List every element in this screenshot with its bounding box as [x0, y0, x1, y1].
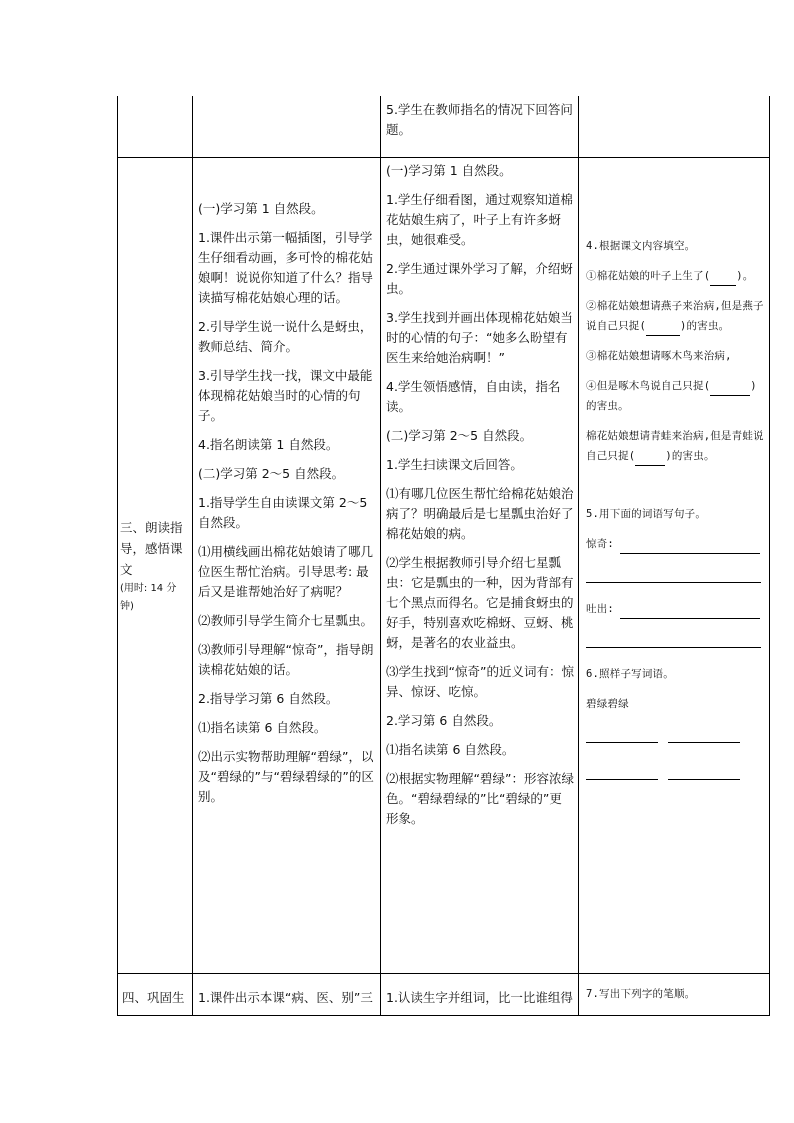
answer-line[interactable] [586, 554, 761, 583]
student-item: ⑶学生找到“惊奇”的近义词有：惊异、惊讶、吃惊。 [386, 664, 574, 699]
student-item: 2.学生通过课外学习了解，介绍蚜虫。 [386, 261, 573, 296]
student-item: ⑴指名读第 6 自然段。 [386, 742, 515, 757]
q6-title: 6.照样子写词语。 [586, 668, 674, 680]
teacher-item: 1.指导学生自由读课文第 2～5 自然段。 [198, 495, 368, 530]
word-blank[interactable] [668, 728, 740, 743]
q4-item-1: ①棉花姑娘的叶子上生了( )。 [586, 266, 766, 286]
student-item: ⑵根据实物理解“碧绿”：形容浓绿色。“碧绿碧绿的”比“碧绿的”更形象。 [386, 771, 574, 826]
row4-stage-cell [122, 988, 192, 1008]
col-divider-2 [380, 96, 381, 1016]
teacher-item: 2.指导学习第 6 自然段。 [198, 691, 339, 706]
table-bottom-border [117, 1015, 770, 1016]
q4-extra: 棉花姑娘想请青蛙来治病,但是青蛙说自己只捉( )的害虫。 [586, 426, 766, 466]
student-item: 3.学生找到并画出体现棉花姑娘当时的心情的句子：“她多么盼望有医生来给她治病啊！” [386, 310, 573, 365]
teacher-item: 1.课件出示第一幅插图，引导学生仔细看动画，多可怜的棉花姑娘啊！说说你知道了什么？指导读描写棉花姑娘心理的话。 [198, 230, 374, 305]
student-item: ⑵学生根据教师引导介绍七星瓢虫：它是瓢虫的一种，因为背部有七个黑点而得名。它是捕食蚜虫的好手，特别喜欢吃棉蚜、豆蚜、桃蚜，是著名的农业益虫。 [386, 555, 574, 650]
q4-title: 4.根据课文内容填空。 [586, 240, 696, 252]
stage-label: 四、巩固生 [122, 990, 185, 1005]
teacher-item: ⑵出示实物帮助理解“碧绿”，以及“碧绿的”与“碧绿碧绿的”的区别。 [198, 749, 374, 804]
teacher-item: ⑴用横线画出棉花姑娘请了哪几位医生帮忙治病。引导思考: 最后又是谁帮她治好了病呢？ [198, 544, 374, 599]
student-item: 1.学生仔细看图，通过观察知道棉花姑娘生病了，叶子上有许多蚜虫，她很难受。 [386, 192, 573, 247]
word-blank[interactable] [586, 765, 658, 780]
student-item: 2.学习第 6 自然段。 [386, 713, 502, 728]
row4-student-cell [386, 988, 576, 1008]
teacher-item: (一)学习第 1 自然段。 [198, 201, 324, 216]
student-activities-cell [386, 161, 574, 838]
teacher-item: ⑵教师引导学生简介七星瓢虫。 [198, 613, 374, 628]
exercise-cell [586, 236, 766, 780]
q5-word-jingqi: 惊奇: [586, 534, 766, 554]
teacher-item: 3.引导学生找一找，课文中最能体现棉花姑娘当时的心情的句子。 [198, 368, 373, 423]
student-activity: 5.学生在教师指名的情况下回答问题。 [386, 102, 573, 137]
table-right-border [769, 96, 770, 1016]
teacher-item: 1.课件出示本课“病、医、别”三 [198, 990, 373, 1005]
q5-title: 5.用下面的词语写句子。 [586, 508, 707, 520]
q4-item-2: ②棉花姑娘想请燕子来治病,但是燕子说自己只捉( )的害虫。 [586, 296, 766, 336]
table-left-border [117, 96, 118, 1016]
teacher-item: 4.指名朗读第 1 自然段。 [198, 437, 339, 452]
teacher-activities-cell [198, 199, 376, 816]
stage-label: 三、朗读指导，感悟课文 [120, 520, 183, 577]
word-blank[interactable] [586, 728, 658, 743]
row4-exercise-cell [586, 984, 766, 1014]
q6-example: 碧绿碧绿 [586, 698, 629, 710]
student-item: 1.学生扫读课文后回答。 [386, 457, 523, 472]
col-divider-1 [192, 96, 193, 1016]
row-divider-1 [117, 157, 770, 158]
stage-cell [120, 517, 190, 616]
teacher-item: (二)学习第 2～5 自然段。 [198, 466, 345, 481]
q4-item-4: ④但是啄木鸟说自己只捉( )的害虫。 [586, 380, 757, 412]
stage-time: (用时: 14 分钟) [120, 583, 177, 612]
q7-title: 7.写出下列字的笔顺。 [586, 988, 696, 1000]
row4-teacher-cell [198, 988, 378, 1008]
word-blank[interactable] [668, 765, 740, 780]
student-item: 1.认读生字并组词，比一比谁组得 [386, 990, 573, 1005]
answer-line[interactable] [586, 619, 761, 648]
teacher-item: ⑴指名读第 6 自然段。 [198, 720, 327, 735]
q5-word-tuchu: 吐出: [586, 599, 766, 619]
col-divider-3 [578, 96, 579, 1016]
q4-item-3: ③棉花姑娘想请啄木鸟来治病, [586, 350, 732, 362]
student-item: ⑴有哪几位医生帮忙给棉花姑娘治病了？明确最后是七星瓢虫治好了棉花姑娘的病。 [386, 486, 574, 541]
teacher-item: ⑶教师引导理解“惊奇”，指导朗读棉花姑娘的话。 [198, 642, 374, 677]
q6-blanks[interactable] [586, 724, 766, 780]
row-divider-2 [117, 973, 770, 974]
student-item: (二)学习第 2～5 自然段。 [386, 428, 533, 443]
top-row-student-cell [386, 100, 574, 149]
teacher-item: 2.引导学生说一说什么是蚜虫，教师总结、简介。 [198, 319, 373, 354]
student-item: 4.学生领悟感情，自由读，指名读。 [386, 379, 561, 414]
student-item: (一)学习第 1 自然段。 [386, 163, 512, 178]
